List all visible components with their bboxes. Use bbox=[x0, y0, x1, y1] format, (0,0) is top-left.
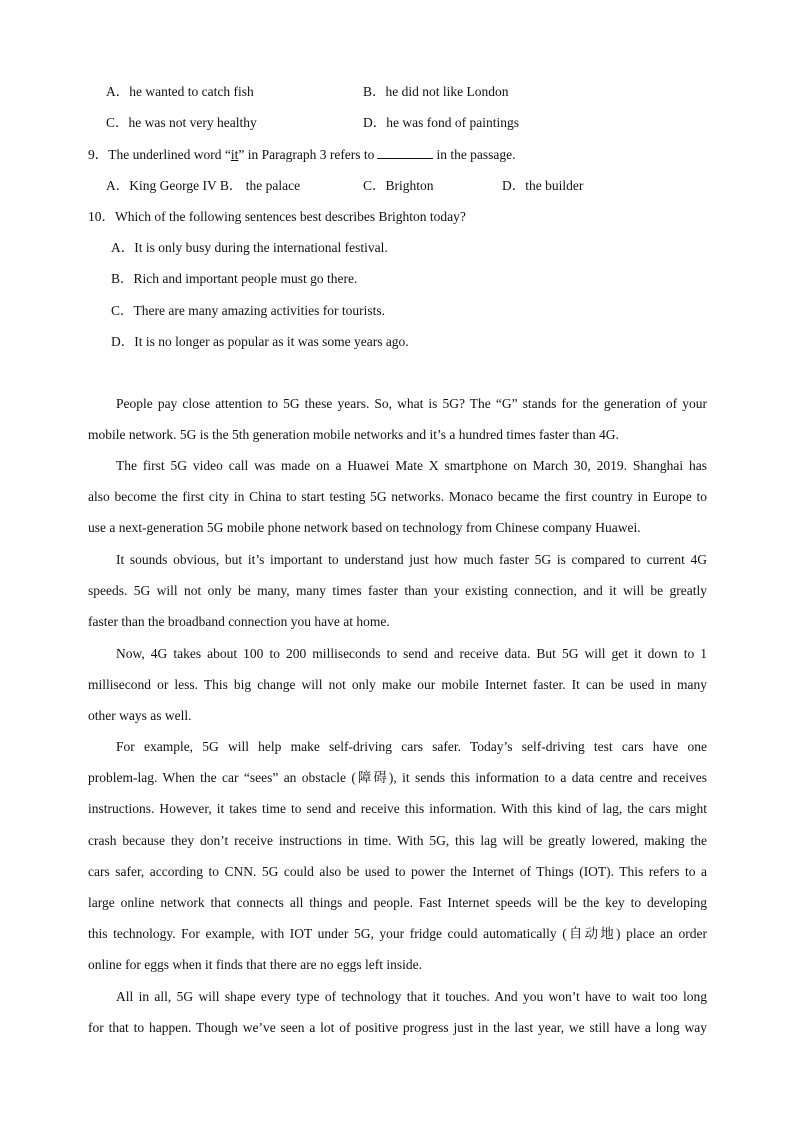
paragraph-line: millisecond or less. This big change will not only make our mobile Internet faster. It can be used in many bbox=[88, 677, 707, 693]
q10-option-d: D．It is no longer as popular as it was some years ago. bbox=[111, 334, 409, 349]
q10-stem: 10．Which of the following sentences best describes Brighton today? bbox=[88, 209, 466, 224]
paragraph-line: online for eggs when it finds that there are no eggs left inside. bbox=[88, 957, 423, 973]
paragraph-line: crash because they don’t receive instructions in time. With 5G, this lag will be greatly lowered, making the bbox=[88, 832, 707, 848]
q10-option-c: C．There are many amazing activities for tourists. bbox=[111, 303, 386, 318]
q9-option-ab: A．King George IV B． the palace bbox=[106, 178, 301, 193]
paragraph-line: Now, 4G takes about 100 to 200 milliseconds to send and receive data. But 5G will get it down to 1 bbox=[116, 646, 707, 661]
paragraph-line: other ways as well. bbox=[88, 708, 192, 724]
paragraph-line: All in all, 5G will shape every type of technology that it touches. And you won’t have to wait too long bbox=[116, 989, 707, 1004]
passage-paragraph-5 bbox=[88, 731, 707, 981]
paragraph-line: this technology. For example, with IOT under 5G, your fridge could automatically (自动地) place an order bbox=[88, 926, 707, 942]
q9-stem-pre: 9．The underlined word “ bbox=[88, 147, 231, 162]
passage-paragraph-2 bbox=[88, 450, 707, 544]
paragraph-line: People pay close attention to 5G these years. So, what is 5G? The “G” stands for the generation of your bbox=[116, 396, 707, 411]
paragraph-line: also become the first city in China to start testing 5G networks. Monaco became the first country in Europe to bbox=[88, 489, 707, 505]
passage-paragraph-4 bbox=[88, 638, 707, 732]
paragraph-line: mobile network. 5G is the 5th generation mobile networks and it’s a hundred times faster than 4G. bbox=[88, 427, 619, 443]
paragraph-line: large online network that connects all things and people. Fast Internet speeds will be the key to developing bbox=[88, 894, 707, 910]
q9-stem bbox=[88, 146, 516, 163]
paragraph-line: faster than the broadband connection you have at home. bbox=[88, 614, 390, 630]
q8-option-c: C．he was not very healthy bbox=[106, 115, 257, 130]
paragraph-line: speeds. 5G will not only be many, many times faster than your existing connection, and it will be greatly bbox=[88, 583, 707, 599]
passage-paragraph-1 bbox=[88, 388, 707, 450]
q9-stem-mid: ” in Paragraph 3 refers to bbox=[238, 147, 375, 162]
q10-option-b: B．Rich and important people must go there. bbox=[111, 271, 358, 286]
paragraph-line: instructions. However, it takes time to send and receive this information. With this kind of lag, the cars might bbox=[88, 801, 707, 817]
paragraph-line: for that to happen. Though we’ve seen a lot of positive progress just in the last year, we still have a long way bbox=[88, 1020, 707, 1036]
q9-option-c: C．Brighton bbox=[363, 178, 434, 193]
q9-option-d: D．the builder bbox=[502, 178, 584, 193]
q8-option-d: D．he was fond of paintings bbox=[363, 115, 519, 130]
q8-option-a: A．he wanted to catch fish bbox=[106, 84, 254, 99]
paragraph-line: use a next-generation 5G mobile phone network based on technology from Chinese company Huawei. bbox=[88, 520, 641, 536]
q10-option-a: A．It is only busy during the international festival. bbox=[111, 240, 388, 255]
q9-underlined-word: it bbox=[230, 147, 239, 162]
paragraph-line: cars safer, according to CNN. 5G could also be used to power the Internet of Things (IOT). This refers to a bbox=[88, 863, 707, 879]
q8-option-b: B．he did not like London bbox=[363, 84, 509, 99]
passage-paragraph-3 bbox=[88, 544, 707, 638]
q9-answer-blank bbox=[377, 146, 433, 159]
q9-stem-post: in the passage. bbox=[436, 147, 516, 162]
paragraph-line: For example, 5G will help make self-driving cars safer. Today’s self-driving test cars have one bbox=[116, 739, 707, 754]
paragraph-line: The first 5G video call was made on a Huawei Mate X smartphone on March 30, 2019. Shanghai has bbox=[116, 458, 707, 473]
paragraph-line: problem-lag. When the car “sees” an obstacle (障碍), it sends this information to a data centre and receives bbox=[88, 770, 707, 786]
passage-paragraph-6 bbox=[88, 981, 707, 1043]
paragraph-line: It sounds obvious, but it’s important to understand just how much faster 5G is compared to current 4G bbox=[116, 552, 707, 567]
